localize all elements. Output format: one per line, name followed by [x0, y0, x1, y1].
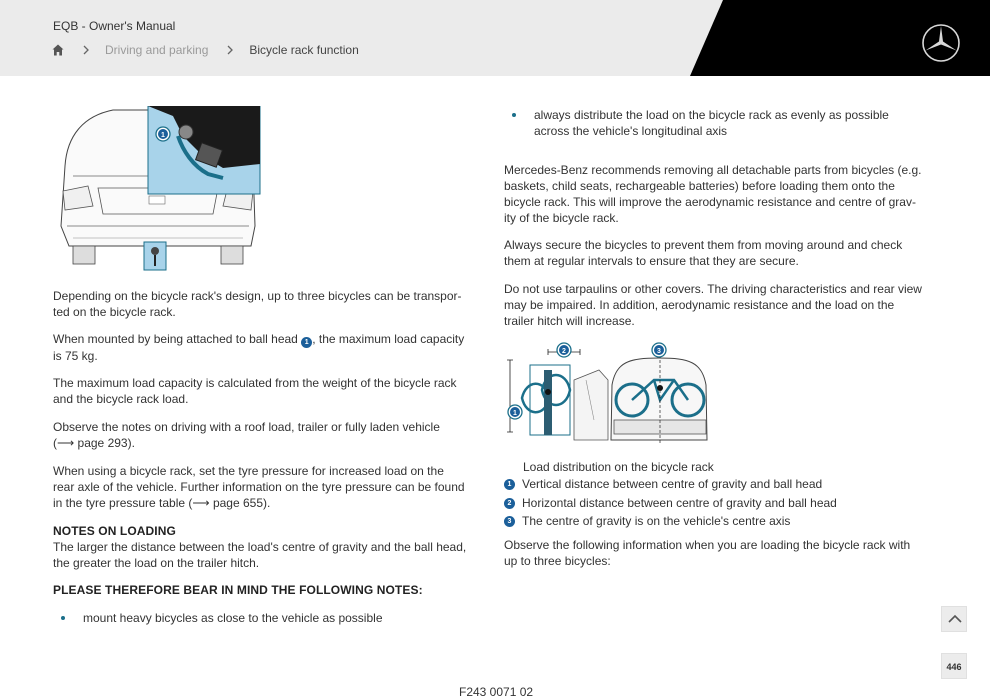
bullet-dot: [512, 113, 516, 117]
paragraph-secure-bicycles: Always secure the bicycles to prevent them from moving around and check them at regular intervals to ensure that they are secure.: [504, 238, 903, 268]
bullet-dot: [61, 616, 65, 620]
mercedes-star-logo[interactable]: [921, 23, 961, 63]
bullet-distribute-load: always distribute the load on the bicycle rack as evenly as possible across the vehicle's longitudinal axis: [534, 107, 914, 139]
paragraph-ball-head: When mounted by being attached to ball head 1 , the maximum load capacity is 75 kg.: [53, 332, 465, 363]
paragraph-capacity: Depending on the bicycle rack's design, up to three bicycles can be transpor-ted on the bicycle rack.: [53, 289, 462, 319]
page-number-button[interactable]: 446: [941, 653, 967, 679]
car-rear-ball-head-illustration: [53, 106, 265, 274]
chevron-right-icon: [226, 45, 234, 55]
heading-notes-on-loading: NOTES ON LOADING: [53, 524, 176, 538]
legend-badge-3: 3: [504, 516, 515, 527]
bullet-heavy-bicycles: mount heavy bicycles as close to the vehicle as possible: [83, 610, 463, 626]
paragraph-observe-loading: Observe the following information when you are loading the bicycle rack with up to three bicycles:: [504, 538, 911, 568]
load-distribution-illustration: [504, 340, 714, 448]
page-header: [0, 0, 990, 76]
breadcrumb: [52, 41, 359, 59]
paragraph-roof-load: Observe the notes on driving with a roof load, trailer or fully laden vehicle (⟶ page 293).: [53, 420, 440, 450]
legend-item-3: 3 The centre of gravity is on the vehicle's centre axis: [504, 513, 790, 529]
doc-title: EQB - Owner's Manual: [53, 19, 176, 33]
paragraph-calculation: The maximum load capacity is calculated from the weight of the bicycle rack and the bicycle rack load.: [53, 376, 457, 406]
paragraph-distance: The larger the distance between the load's centre of gravity and the ball head, the greater the load on the trailer hitch.: [53, 540, 467, 570]
legend-badge-1: 1: [504, 479, 515, 490]
figure-callout-3: 3: [657, 348, 661, 355]
figure-caption: Load distribution on the bicycle rack: [523, 460, 714, 474]
heading-bear-in-mind: PLEASE THEREFORE BEAR IN MIND THE FOLLOWING NOTES:: [53, 583, 423, 597]
legend-item-1: 1 Vertical distance between centre of gravity and ball head: [504, 476, 822, 492]
callout-badge-1: 1: [301, 337, 312, 348]
breadcrumb-current: Bicycle rack function: [249, 43, 359, 57]
figure-callout-1: 1: [161, 132, 165, 139]
figure-code: F243 0071 02: [459, 685, 534, 699]
home-icon[interactable]: [52, 44, 64, 56]
paragraph-no-tarpaulins: Do not use tarpaulins or other covers. The driving characteristics and rear view may be impaired. In addition, aerodynamic resistance and the load on the trailer hitch will increase.: [504, 282, 922, 328]
scroll-to-top-button[interactable]: [941, 606, 967, 632]
paragraph-remove-parts: Mercedes-Benz recommends removing all detachable parts from bicycles (e.g. baskets, child seats, rechargeable batteries) before loading them onto the bicycle rack. This will improve the aerodynamic resistance and centre of grav-ity of the bicycle rack.: [504, 163, 922, 225]
figure-callout-2: 2: [562, 348, 566, 355]
figure-callout-1: 1: [513, 410, 517, 417]
chevron-right-icon: [82, 45, 90, 55]
chevron-up-icon: [942, 607, 968, 633]
legend-badge-2: 2: [504, 498, 515, 509]
paragraph-tyre-pressure: When using a bicycle rack, set the tyre pressure for increased load on the rear axle of the vehicle. Further information on the tyre pressure can be found in the tyre pressure table (⟶ page 655).: [53, 464, 465, 510]
breadcrumb-link-driving[interactable]: Driving and parking: [105, 43, 209, 57]
legend-item-2: 2 Horizontal distance between centre of gravity and ball head: [504, 495, 837, 511]
